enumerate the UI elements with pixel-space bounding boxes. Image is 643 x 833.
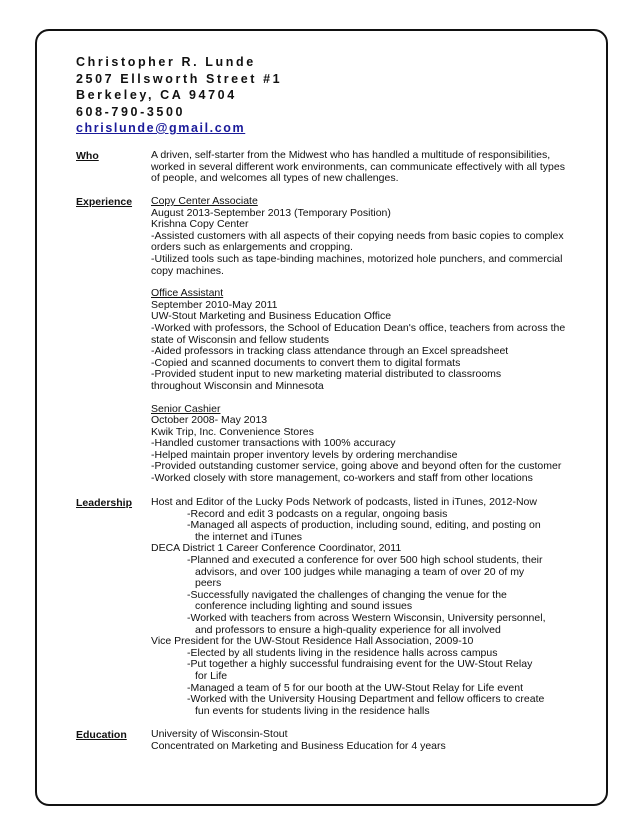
job-dates: October 2008- May 2013	[151, 414, 268, 427]
who-section	[151, 150, 581, 185]
job-dates: August 2013-September 2013 (Temporary Position)	[151, 206, 391, 219]
leadership-line: -Successfully navigated the challenges of changing the venue for the	[187, 588, 507, 601]
leadership-line: conference including lighting and sound issues	[195, 600, 413, 613]
leadership-line: -Put together a highly successful fundraising event for the UW-Stout Relay	[187, 658, 533, 671]
who-line: A driven, self-starter from the Midwest who has handled a multitude of responsibilities,	[151, 149, 551, 161]
leadership-section	[151, 497, 581, 717]
job-line: state of Wisconsin and fellow students	[151, 333, 330, 346]
job-line: -Assisted customers with all aspects of their copying needs from basic copies to complex	[151, 229, 564, 242]
leadership-line: -Managed all aspects of production, including sound, editing, and posting on	[187, 519, 541, 532]
job-title: Office Assistant	[151, 287, 224, 300]
job-line: -Utilized tools such as tape-binding machines, motorized hole punchers, and commercial	[151, 252, 563, 265]
phone-number: 608-790-3500	[76, 104, 186, 119]
leadership-line: -Managed a team of 5 for our booth at the UW-Stout Relay for Life event	[187, 681, 523, 694]
leadership-line: for Life	[195, 669, 228, 682]
job-line: -Aided professors in tracking class attendance through an Excel spreadsheet	[151, 345, 509, 358]
job-line: -Provided student input to new marketing material distributed to classrooms	[151, 368, 502, 381]
education-school: University of Wisconsin-Stout	[151, 728, 288, 740]
job-company: Krishna Copy Center	[151, 218, 249, 231]
job-line: -Provided outstanding customer service, going above and beyond often for the customer	[151, 460, 562, 473]
job-line: throughout Wisconsin and Minnesota	[151, 379, 324, 392]
job-company: Kwik Trip, Inc. Convenience Stores	[151, 425, 314, 438]
leadership-role: Vice President for the UW-Stout Residence Hall Association, 2009-10	[151, 635, 474, 648]
job-line: -Worked closely with store management, co-workers and staff from other locations	[151, 472, 533, 485]
leadership-line: advisors, and over 100 judges while managing a team of over 20 of my	[195, 565, 525, 578]
job-line: -Helped maintain proper inventory levels by ordering merchandise	[151, 448, 458, 461]
leadership-line: -Worked with teachers from across Western Wisconsin, University personnel,	[187, 611, 546, 624]
leadership-label: Leadership	[76, 497, 133, 509]
leadership-line: fun events for students living in the residence halls	[195, 704, 430, 717]
leadership-line: -Planned and executed a conference for over 500 high school students, their	[187, 553, 543, 566]
job-dates: September 2010-May 2011	[151, 298, 278, 311]
resume-header	[76, 54, 282, 137]
job-company: UW-Stout Marketing and Business Education Office	[151, 310, 392, 323]
leadership-line: the internet and iTunes	[195, 530, 303, 543]
leadership-line: -Record and edit 3 podcasts on a regular, ongoing basis	[187, 507, 448, 520]
leadership-role: Host and Editor of the Lucky Pods Network of podcasts, listed in iTunes, 2012-Now	[151, 496, 537, 508]
job-line: orders such as enlargements and cropping.	[151, 241, 353, 254]
education-label: Education	[76, 729, 127, 741]
experience-section	[151, 196, 581, 485]
job-line: copy machines.	[151, 264, 224, 277]
job-title: Senior Cashier	[151, 402, 221, 415]
job-title: Copy Center Associate	[151, 195, 258, 207]
email-link[interactable]: chrislunde@gmail.com	[76, 121, 246, 135]
education-detail: Concentrated on Marketing and Business Education for 4 years	[151, 739, 446, 752]
leadership-line: and professors to ensure a high-quality experience for all involved	[195, 623, 501, 636]
street-address: 2507 Ellsworth Street #1	[76, 71, 283, 86]
candidate-name: Christopher R. Lunde	[76, 55, 256, 69]
leadership-line: peers	[195, 577, 222, 590]
leadership-line: -Elected by all students living in the residence halls across campus	[187, 646, 498, 659]
leadership-role: DECA District 1 Career Conference Coordinator, 2011	[151, 542, 402, 555]
leadership-line: -Worked with the University Housing Department and fellow officers to create	[187, 693, 545, 706]
job-line: -Copied and scanned documents to convert them to digital formats	[151, 356, 461, 369]
who-line: worked in several different work environments, can communicate effectively with all types	[151, 160, 565, 173]
job-line: -Handled customer transactions with 100% accuracy	[151, 437, 396, 450]
who-label: Who	[76, 150, 99, 162]
city-state-zip: Berkeley, CA 94704	[76, 88, 237, 102]
experience-label: Experience	[76, 196, 133, 208]
education-section	[151, 729, 581, 752]
who-line: of people, and welcomes all types of new challenges.	[151, 172, 399, 185]
job-line: -Worked with professors, the School of Education Dean's office, teachers from across the	[151, 321, 566, 334]
